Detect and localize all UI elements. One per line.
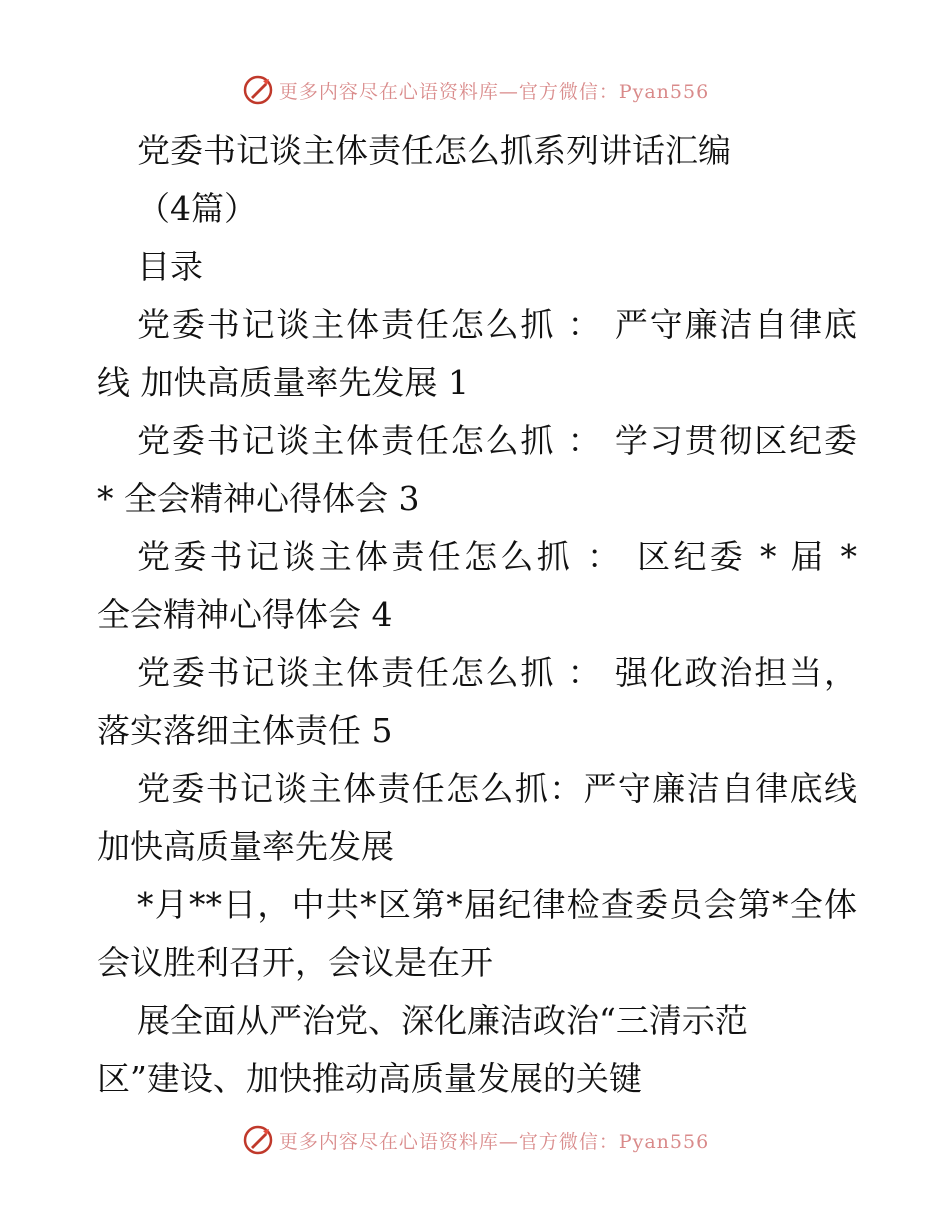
document-line: 全会精神心得体会 4 (97, 595, 393, 634)
document-line: 目录 (137, 247, 203, 286)
document-line: （4篇） (137, 189, 257, 228)
document-line: 落实落细主体责任 5 (97, 711, 393, 750)
document-line: 党委书记谈主体责任怎么抓 ： 强化政治担当， (137, 653, 857, 692)
document-line: 线 加快高质量率先发展 1 (97, 363, 469, 402)
watermark-banner-bottom (0, 1120, 950, 1160)
document-line: 党委书记谈主体责任怎么抓 ： 学习贯彻区纪委 (137, 421, 857, 460)
document-line: 展全面从严治党、深化廉洁政治“三清示范 (137, 1001, 748, 1040)
document-line: 党委书记谈主体责任怎么抓：严守廉洁自律底线 (137, 769, 857, 808)
watermark-banner-top (0, 70, 950, 110)
watermark-text: 更多内容尽在心语资料库—官方微信：Pyan556 (278, 80, 710, 103)
document-line: 加快高质量率先发展 (97, 827, 394, 866)
document-body (97, 122, 857, 1108)
document-line: * 全会精神心得体会 3 (97, 479, 420, 518)
document-line: 党委书记谈主体责任怎么抓 ： 区纪委 * 届 * (137, 537, 857, 576)
document-line: *月**日，中共*区第*届纪律检查委员会第*全体 (137, 885, 857, 924)
document-line: 区”建设、加快推动高质量发展的关键 (97, 1059, 642, 1098)
document-line: 党委书记谈主体责任怎么抓系列讲话汇编 (137, 131, 731, 170)
document-line: 会议胜利召开，会议是在开 (97, 943, 493, 982)
document-line: 党委书记谈主体责任怎么抓 ： 严守廉洁自律底 (137, 305, 857, 344)
watermark-text: 更多内容尽在心语资料库—官方微信：Pyan556 (278, 1130, 710, 1153)
quill-logo-icon (241, 1123, 275, 1157)
quill-logo-icon (241, 73, 275, 107)
